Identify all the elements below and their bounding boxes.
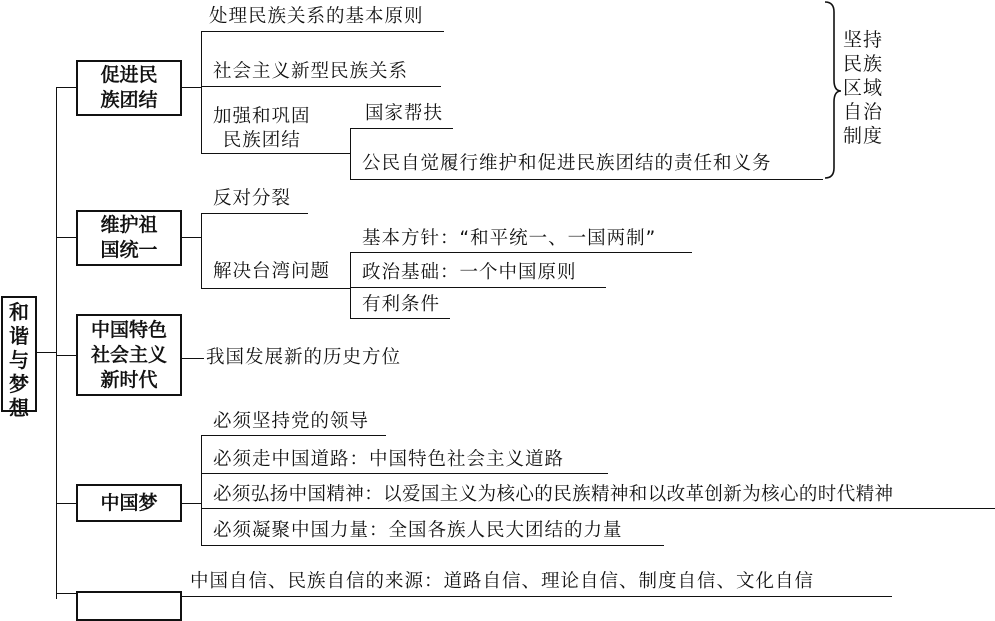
connector xyxy=(56,237,76,238)
underline xyxy=(201,508,995,509)
item-strengthen-line: 民族团结 xyxy=(222,130,301,151)
underline xyxy=(350,128,453,129)
root-char: 和 xyxy=(9,300,29,324)
underline xyxy=(201,31,444,32)
underline xyxy=(350,318,450,319)
node-label-line: 族团结 xyxy=(100,89,158,111)
connector xyxy=(182,237,202,238)
node-label-line: 维护祖 xyxy=(100,214,158,236)
underline xyxy=(182,596,892,597)
connector xyxy=(56,87,76,88)
item-conditions: 有利条件 xyxy=(362,294,441,315)
branch-line xyxy=(350,128,351,179)
item-state-support: 国家帮扶 xyxy=(365,103,444,124)
node-new-era xyxy=(76,314,182,396)
connector xyxy=(56,503,76,504)
underline xyxy=(201,86,441,87)
root-char: 谐 xyxy=(9,324,29,348)
trunk-line xyxy=(56,87,57,599)
item-party: 必须坚持党的领导 xyxy=(213,411,370,432)
item-oppose: 反对分裂 xyxy=(213,188,292,209)
item-strengthen-line: 加强和巩固 xyxy=(213,106,311,127)
connector xyxy=(182,87,202,88)
root-char: 与 xyxy=(9,348,29,372)
item-strengthen xyxy=(213,105,311,153)
branch-line xyxy=(201,31,202,153)
root-char: 梦 xyxy=(9,372,29,396)
node-label-line: 中国梦 xyxy=(100,491,158,514)
underline xyxy=(201,473,608,474)
underline xyxy=(201,213,308,214)
connector xyxy=(56,593,76,594)
node-dream xyxy=(76,484,182,522)
underline xyxy=(350,179,823,180)
underline xyxy=(201,288,351,289)
connector xyxy=(182,503,202,504)
root-node xyxy=(1,296,37,420)
item-spirit: 必须弘扬中国精神：以爱国主义为核心的民族精神和以改革创新为核心的时代精神 xyxy=(213,484,894,505)
item-basis: 政治基础：一个中国原则 xyxy=(362,262,577,283)
node-confidence xyxy=(76,591,182,621)
item-new-relation: 社会主义新型民族关系 xyxy=(213,61,409,82)
connector xyxy=(182,358,204,359)
underline xyxy=(350,252,692,253)
item-confidence-source: 中国自信、民族自信的来源：道路自信、理论自信、制度自信、文化自信 xyxy=(190,571,815,592)
item-principle: 处理民族关系的基本原则 xyxy=(209,6,424,27)
root-char: 想 xyxy=(9,396,29,420)
node-reunification xyxy=(76,210,182,266)
connector xyxy=(56,355,76,356)
connector xyxy=(37,352,57,353)
node-label-line: 国统一 xyxy=(100,239,158,261)
node-unity xyxy=(76,60,182,116)
item-taiwan: 解决台湾问题 xyxy=(213,261,331,282)
item-road: 必须走中国道路：中国特色社会主义道路 xyxy=(213,449,565,470)
underline xyxy=(201,153,351,154)
underline xyxy=(350,287,606,288)
branch-line xyxy=(201,435,202,545)
right-brace xyxy=(823,0,843,182)
item-policy: 基本方针：“和平统一、一国两制” xyxy=(362,228,657,249)
underline xyxy=(201,435,386,436)
system-label: 坚持 民族 区域 自治 制度 xyxy=(843,29,884,147)
item-strength: 必须凝聚中国力量：全国各族人民大团结的力量 xyxy=(213,520,623,541)
item-citizen-duty: 公民自觉履行维护和促进民族团结的责任和义务 xyxy=(362,153,772,174)
node-label-line: 新时代 xyxy=(100,368,158,391)
node-label-line: 中国特色 xyxy=(90,318,167,341)
node-label-line: 社会主义 xyxy=(90,343,167,366)
branch-line xyxy=(350,252,351,318)
node-label-line: 促进民 xyxy=(100,64,158,86)
item-position: 我国发展新的历史方位 xyxy=(206,347,402,368)
underline xyxy=(201,545,664,546)
branch-line xyxy=(201,213,202,289)
